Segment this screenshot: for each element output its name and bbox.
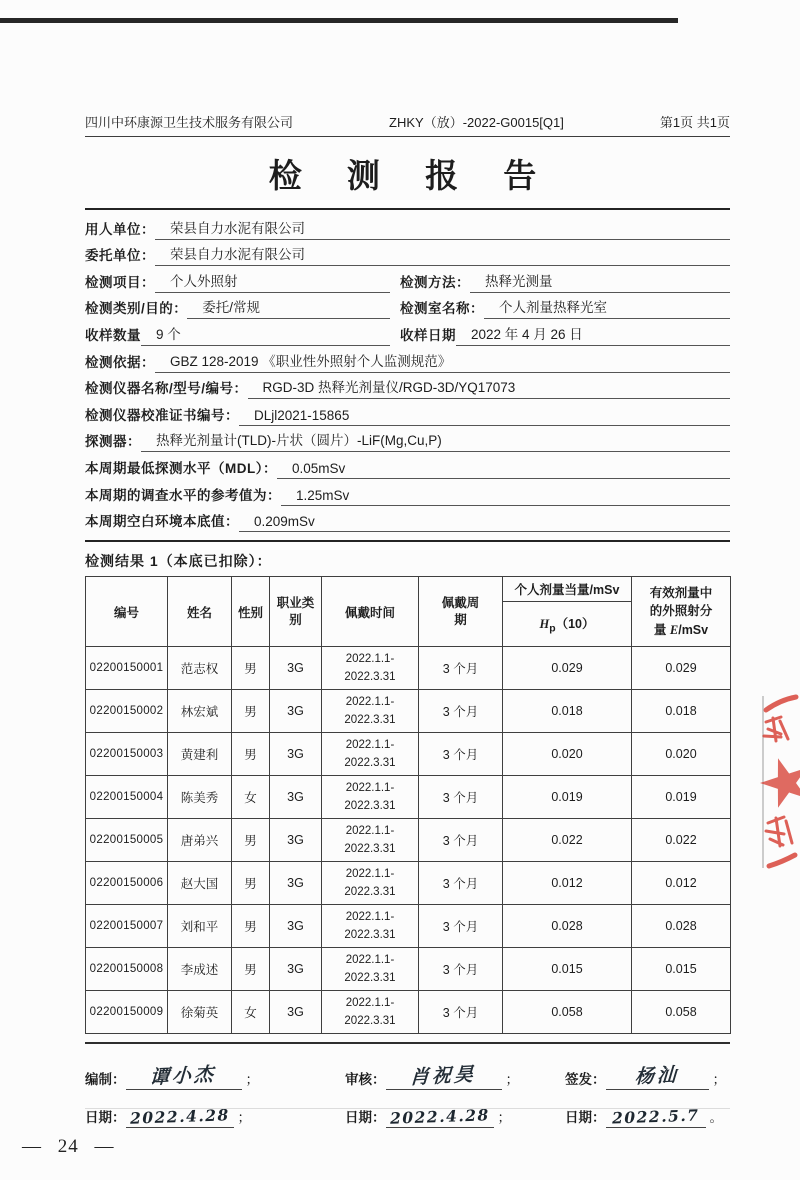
cell-job: 3G (270, 819, 322, 862)
cell-wear-cycle: 3 个月 (419, 862, 503, 905)
title-divider (85, 208, 730, 210)
cell-job: 3G (270, 948, 322, 991)
cell-gender: 男 (232, 905, 270, 948)
reviewer-date: 2022.4.28 (386, 1107, 494, 1128)
cell-wear-cycle: 3 个月 (419, 776, 503, 819)
field-row-mdl (85, 452, 730, 479)
cell-job: 3G (270, 991, 322, 1034)
field-label: 本周期的调查水平的参考值为： (85, 487, 281, 503)
page-info: 第1页 共1页 (659, 115, 730, 130)
field-value: 热释光剂量计(TLD)-片状（圆片）-LiF(Mg,Cu,P) (141, 429, 730, 452)
cell-name: 林宏斌 (168, 690, 232, 733)
field-row-client (85, 240, 730, 267)
field-row-category-lab (85, 293, 730, 320)
red-seal-stamp-icon (742, 688, 800, 878)
field-label: 检测类别/目的： (85, 301, 188, 317)
maker-signature: 谭小杰 (126, 1061, 242, 1090)
table-row (86, 819, 731, 862)
cell-gender: 男 (232, 948, 270, 991)
field-value: RGD-3D 热释光剂量仪/RGD-3D/YQ17073 (248, 376, 730, 399)
issuer-label: 签发： (565, 1072, 606, 1088)
cell-wear-cycle: 3 个月 (419, 690, 503, 733)
cell-gender: 男 (232, 690, 270, 733)
reviewer-date-row: 日期： 2022.4.28 ； (345, 1105, 511, 1128)
scan-artifact-line (0, 18, 678, 23)
field-row-basis (85, 346, 730, 373)
cell-name: 陈美秀 (168, 776, 232, 819)
cell-hp: 0.019 (503, 776, 632, 819)
reviewer-label: 审核： (345, 1072, 386, 1088)
cell-e: 0.012 (632, 862, 731, 905)
table-row (86, 948, 731, 991)
field-value: 委托/常规 (187, 296, 390, 319)
field-label: 收样数量 (85, 327, 141, 343)
cell-e: 0.058 (632, 991, 731, 1034)
cell-e: 0.029 (632, 647, 731, 690)
cell-id: 02200150004 (86, 776, 168, 819)
cell-e: 0.015 (632, 948, 731, 991)
field-label: 检测方法： (400, 274, 470, 290)
cell-hp: 0.020 (503, 733, 632, 776)
field-value: 个人剂量热释光室 (484, 296, 730, 319)
cell-gender: 男 (232, 819, 270, 862)
field-value: 0.05mSv (277, 461, 730, 479)
cell-hp: 0.022 (503, 819, 632, 862)
reviewer-signature-row: 审核： 肖祝昊 ； (345, 1060, 565, 1090)
cell-hp: 0.015 (503, 948, 632, 991)
table-bottom-divider (85, 1042, 730, 1044)
signature-block (85, 1060, 730, 1128)
maker-signature-row: 编制： 谭小杰 ； (85, 1060, 345, 1090)
date-label: 日期： (565, 1110, 606, 1126)
col-header-job: 职业类别 (270, 577, 322, 647)
col-header-wear-time: 佩戴时间 (322, 577, 419, 647)
field-label: 检测仪器名称/型号/编号： (85, 381, 248, 397)
field-value: 0.209mSv (239, 514, 730, 532)
issuer-signature: 杨汕 (606, 1061, 709, 1090)
field-label: 用人单位： (85, 221, 155, 237)
field-label: 本周期空白环境本底值： (85, 514, 239, 530)
field-value: 荣县自力水泥有限公司 (155, 243, 730, 266)
cell-wear-cycle: 3 个月 (419, 819, 503, 862)
cell-wear-cycle: 3 个月 (419, 905, 503, 948)
cell-wear-time: 2022.1.1- 2022.3.31 (322, 862, 419, 905)
field-value: 个人外照射 (155, 270, 390, 293)
cell-wear-cycle: 3 个月 (419, 991, 503, 1034)
field-row-detector (85, 426, 730, 453)
cell-id: 02200150006 (86, 862, 168, 905)
cell-id: 02200150002 (86, 690, 168, 733)
col-header-hp10: $H_p(10)$ (503, 602, 632, 647)
page-number: — 24 — (22, 1136, 115, 1157)
cell-hp: 0.028 (503, 905, 632, 948)
table-row (86, 776, 731, 819)
cell-job: 3G (270, 647, 322, 690)
cell-job: 3G (270, 733, 322, 776)
cell-hp: 0.012 (503, 862, 632, 905)
cell-job: 3G (270, 690, 322, 733)
cell-e: 0.019 (632, 776, 731, 819)
report-document (85, 112, 730, 1128)
cell-id: 02200150008 (86, 948, 168, 991)
field-row-employer (85, 213, 730, 240)
cell-wear-time: 2022.1.1- 2022.3.31 (322, 647, 419, 690)
cell-wear-time: 2022.1.1- 2022.3.31 (322, 819, 419, 862)
col-header-gender: 性别 (232, 577, 270, 647)
footer-faint-line (85, 1108, 730, 1109)
cell-e: 0.022 (632, 819, 731, 862)
cell-e: 0.018 (632, 690, 731, 733)
cell-wear-time: 2022.1.1- 2022.3.31 (322, 690, 419, 733)
cell-name: 赵大国 (168, 862, 232, 905)
issuer-date: 2022.5.7 (606, 1107, 706, 1128)
document-number: ZHKY（放）-2022-G0015[Q1] (389, 115, 564, 130)
field-value: 荣县自力水泥有限公司 (155, 217, 730, 240)
cell-wear-time: 2022.1.1- 2022.3.31 (322, 905, 419, 948)
col-header-effective-dose: 有效剂量中的外照射分量 E/mSv (632, 577, 731, 647)
field-row-calibration (85, 399, 730, 426)
cell-name: 李成述 (168, 948, 232, 991)
table-row (86, 690, 731, 733)
field-row-item-method (85, 266, 730, 293)
cell-gender: 女 (232, 991, 270, 1034)
issuer-signature-row: 签发： 杨汕 ； (565, 1060, 730, 1090)
maker-date-row: 日期： 2022.4.28 ； (85, 1105, 251, 1128)
cell-wear-cycle: 3 个月 (419, 733, 503, 776)
table-row (86, 991, 731, 1034)
cell-wear-time: 2022.1.1- 2022.3.31 (322, 776, 419, 819)
header-divider (85, 136, 730, 137)
field-row-background (85, 506, 730, 533)
issuer-date-row: 日期： 2022.5.7 。 (565, 1105, 723, 1128)
table-row (86, 862, 731, 905)
field-value: 1.25mSv (281, 488, 730, 506)
table-row (86, 733, 731, 776)
cell-id: 02200150001 (86, 647, 168, 690)
cell-job: 3G (270, 905, 322, 948)
cell-id: 02200150009 (86, 991, 168, 1034)
field-row-sample (85, 319, 730, 346)
fields-divider (85, 540, 730, 542)
cell-e: 0.020 (632, 733, 731, 776)
field-label: 检测项目： (85, 274, 155, 290)
cell-wear-time: 2022.1.1- 2022.3.31 (322, 733, 419, 776)
cell-wear-time: 2022.1.1- 2022.3.31 (322, 991, 419, 1034)
field-label: 检测依据： (85, 354, 155, 370)
cell-gender: 男 (232, 862, 270, 905)
date-label: 日期： (345, 1110, 386, 1126)
cell-name: 刘和平 (168, 905, 232, 948)
cell-gender: 男 (232, 647, 270, 690)
document-header (85, 112, 730, 131)
col-header-id: 编号 (86, 577, 168, 647)
company-name: 四川中环康源卫生技术服务有限公司 (85, 115, 294, 130)
cell-name: 范志权 (168, 647, 232, 690)
field-value: 2022 年 4 月 26 日 (456, 323, 730, 346)
field-label: 检测室名称： (400, 301, 484, 317)
field-value: DLjl2021-15865 (239, 408, 730, 426)
cell-wear-cycle: 3 个月 (419, 647, 503, 690)
cell-id: 02200150007 (86, 905, 168, 948)
results-table (85, 576, 731, 1034)
maker-date: 2022.4.28 (126, 1107, 234, 1128)
field-label: 探测器： (85, 434, 141, 450)
field-label: 本周期最低探测水平（MDL）： (85, 460, 277, 476)
field-value: GBZ 128-2019 《职业性外照射个人监测规范》 (155, 350, 730, 373)
field-row-instrument (85, 373, 730, 400)
cell-wear-cycle: 3 个月 (419, 948, 503, 991)
field-row-investigation (85, 479, 730, 506)
cell-gender: 男 (232, 733, 270, 776)
report-title: 检 测 报 告 (268, 157, 547, 194)
cell-job: 3G (270, 862, 322, 905)
cell-e: 0.028 (632, 905, 731, 948)
col-header-name: 姓名 (168, 577, 232, 647)
col-header-wear-cycle: 佩戴周期 (419, 577, 503, 647)
field-label: 收样日期 (400, 327, 456, 343)
field-value: 9 个 (141, 323, 390, 346)
cell-hp: 0.018 (503, 690, 632, 733)
date-label: 日期： (85, 1110, 126, 1126)
cell-gender: 女 (232, 776, 270, 819)
cell-name: 徐菊英 (168, 991, 232, 1034)
field-label: 检测仪器校准证书编号： (85, 407, 239, 423)
reviewer-signature: 肖祝昊 (386, 1061, 502, 1090)
seal-star-icon (760, 758, 800, 807)
cell-hp: 0.029 (503, 647, 632, 690)
field-label: 委托单位： (85, 248, 155, 264)
field-value: 热释光测量 (470, 270, 730, 293)
cell-name: 唐弟兴 (168, 819, 232, 862)
table-row (86, 647, 731, 690)
cell-id: 02200150003 (86, 733, 168, 776)
cell-job: 3G (270, 776, 322, 819)
cell-hp: 0.058 (503, 991, 632, 1034)
cell-wear-time: 2022.1.1- 2022.3.31 (322, 948, 419, 991)
maker-label: 编制： (85, 1072, 126, 1088)
cell-name: 黄建利 (168, 733, 232, 776)
table-row (86, 905, 731, 948)
cell-id: 02200150005 (86, 819, 168, 862)
report-fields (85, 213, 730, 532)
results-section-title: 检测结果 1（本底已扣除）： (85, 553, 272, 570)
col-header-hp-group: 个人剂量当量/mSv (503, 577, 632, 602)
